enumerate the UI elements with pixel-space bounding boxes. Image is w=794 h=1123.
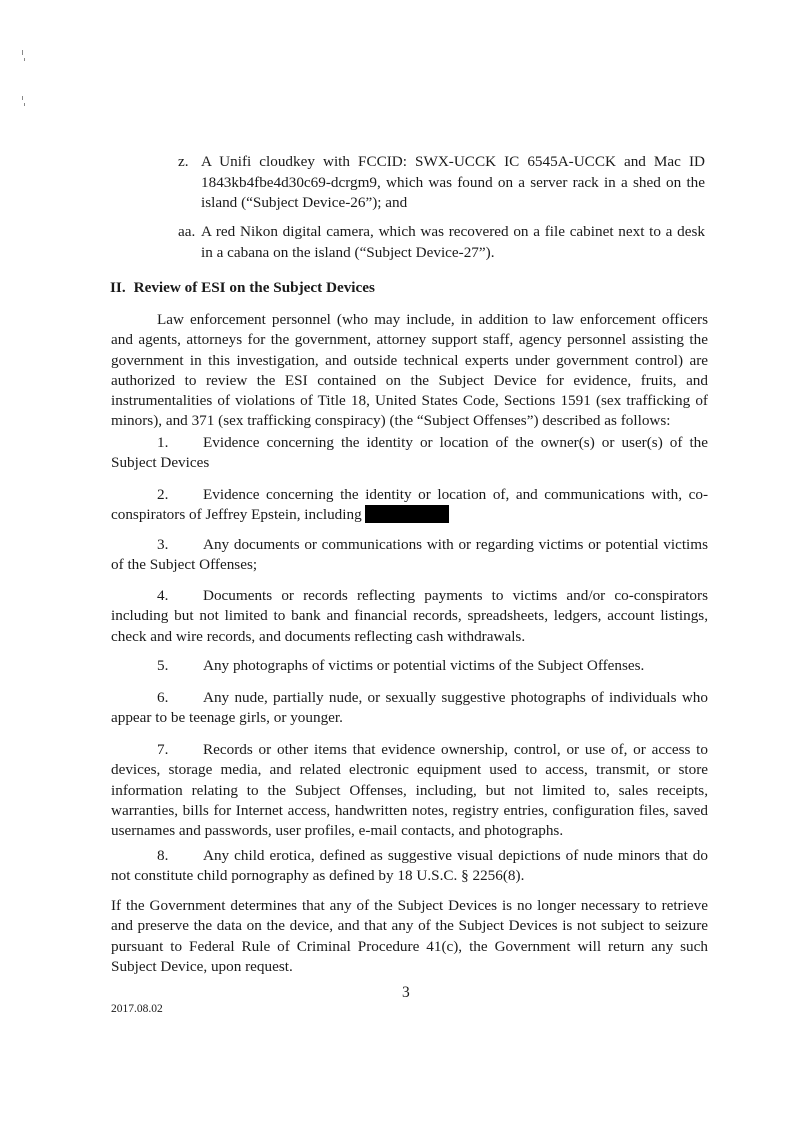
scan-mark <box>24 58 25 61</box>
numbered-item-6 <box>111 688 708 729</box>
closing-text: If the Government determines that any of the Subject Devices is no longer necessary to retrieve and preserve the data on the device, and that any of the Subject Devices is not subject to seizure pursuant to Federal Rule of Criminal Procedure 41(c), the Government will return any such Subject Device, upon request. <box>111 897 708 975</box>
list-marker: z. <box>178 153 189 170</box>
list-item-aa <box>178 222 705 263</box>
list-item-z <box>178 152 705 214</box>
list-item-text: A Unifi cloudkey with FCCID: SWX-UCCK IC 6545A-UCCK and Mac ID 1843kb4fbe4d30c69-dcrgm9, which was found on a server rack in a shed on the island (“Subject Device-26”); and <box>201 153 705 211</box>
redaction-bar <box>365 505 449 523</box>
numbered-item-3 <box>111 535 708 576</box>
item-text: Any photographs of victims or potential victims of the Subject Offenses. <box>203 657 645 674</box>
item-text: Any nude, partially nude, or sexually suggestive photographs of individuals who appear to be teenage girls, or younger. <box>111 689 708 727</box>
section-title: Review of ESI on the Subject Devices <box>133 279 375 296</box>
item-number: 3. <box>157 536 169 553</box>
item-number: 5. <box>157 657 169 674</box>
scan-mark <box>22 50 23 55</box>
item-text: Evidence concerning the identity or location of, and communications with, co-conspirators of Jeffrey Epstein, including <box>111 486 708 524</box>
item-text: Any child erotica, defined as suggestive visual depictions of nude minors that do not constitute child pornography as defined by 18 U.S.C. § 2256(8). <box>111 847 708 885</box>
numbered-item-8 <box>111 846 708 887</box>
list-item-text: A red Nikon digital camera, which was recovered on a file cabinet next to a desk in a cabana on the island (“Subject Device-27”). <box>201 223 705 261</box>
item-number: 6. <box>157 689 169 706</box>
scan-mark <box>24 103 25 106</box>
item-text: Records or other items that evidence ownership, control, or use of, or access to devices, storage media, and related electronic equipment used to access, transmit, or store information relating to the Subject Offenses, including, but not limited to, sales receipts, warranties, bills for Internet access, handwritten notes, registry entries, configuration files, saved usernames and passwords, user profiles, e-mail contacts, and photographs. <box>111 741 708 840</box>
numbered-item-2 <box>111 485 708 526</box>
item-number: 8. <box>157 847 169 864</box>
item-number: 2. <box>157 486 169 503</box>
closing-paragraph <box>111 896 708 977</box>
item-number: 7. <box>157 741 169 758</box>
footer-code: 2017.08.02 <box>111 1003 163 1015</box>
scan-mark <box>22 96 23 100</box>
numbered-item-4 <box>111 586 708 647</box>
section-number: II. <box>110 279 126 296</box>
item-text: Any documents or communications with or regarding victims or potential victims of the Subject Offenses; <box>111 536 708 574</box>
page-number: 3 <box>402 984 410 1001</box>
item-text: Evidence concerning the identity or location of the owner(s) or user(s) of the Subject Devices <box>111 434 708 472</box>
item-number: 4. <box>157 587 169 604</box>
intro-paragraph <box>111 310 708 432</box>
numbered-item-7 <box>111 740 708 841</box>
section-heading <box>110 278 375 298</box>
item-text: Documents or records reflecting payments to victims and/or co-conspirators including but not limited to bank and financial records, spreadsheets, ledgers, account listings, check and wire records, and documents reflecting cash withdrawals. <box>111 587 708 645</box>
intro-text: Law enforcement personnel (who may include, in addition to law enforcement officers and agents, attorneys for the government, attorney support staff, agency personnel assisting the government in this investigation, and outside technical experts under government control) are authorized to review the ESI contained on the Subject Device for evidence, fruits, and instrumentalities of violations of Title 18, United States Code, Sections 1591 (sex trafficking of minors), and 371 (sex trafficking conspiracy) (the “Subject Offenses”) described as follows: <box>111 311 708 430</box>
item-number: 1. <box>157 434 169 451</box>
numbered-item-5 <box>111 656 708 676</box>
list-marker: aa. <box>178 223 196 240</box>
numbered-item-1 <box>111 433 708 474</box>
